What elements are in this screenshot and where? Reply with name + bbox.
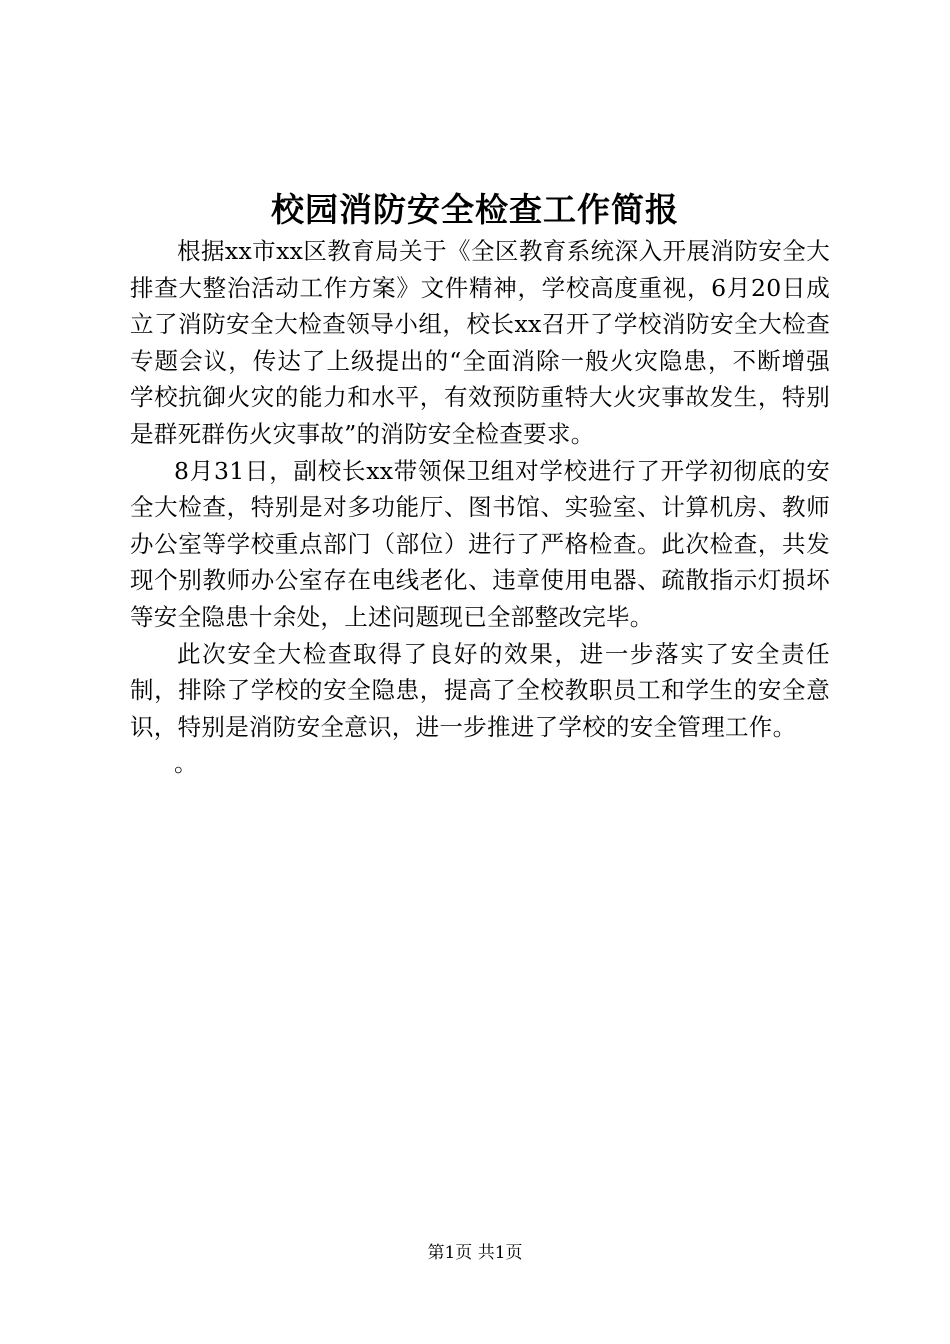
- paragraph-2: 8月31日，副校长xx带领保卫组对学校进行了开学初彻底的安全大检查，特别是对多功能厅、图书馆、实验室、计算机房、教师办公室等学校重点部门（部位）进行了严格检查。此次检查，共发现个别教师办公室存在电线老化、违章使用电器、疏散指示灯损坏等安全隐患十余处，上述问题现已全部整改完毕。: [130, 456, 830, 631]
- closing-mark: 。: [174, 749, 198, 778]
- document-body: [130, 233, 830, 782]
- document-title: 校园消防安全检查工作简报: [271, 190, 679, 229]
- paragraph-3: 此次安全大检查取得了良好的效果，进一步落实了安全责任制，排除了学校的安全隐患，提高了全校教职员工和学生的安全意识，特别是消防安全意识，进一步推进了学校的安全管理工作。: [130, 639, 830, 741]
- page-footer: 第1页 共1页: [427, 1243, 523, 1263]
- paragraph-1: 根据xx市xx区教育局关于《全区教育系统深入开展消防安全大排查大整治活动工作方案》文件精神，学校高度重视，6月20日成立了消防安全大检查领导小组，校长xx召开了学校消防安全大检查专题会议，传达了上级提出的“全面消除一般火灾隐患，不断增强学校抗御火灾的能力和水平，有效预防重特大火灾事故发生，特别是群死群伤火灾事故”的消防安全检查要求。: [130, 237, 830, 448]
